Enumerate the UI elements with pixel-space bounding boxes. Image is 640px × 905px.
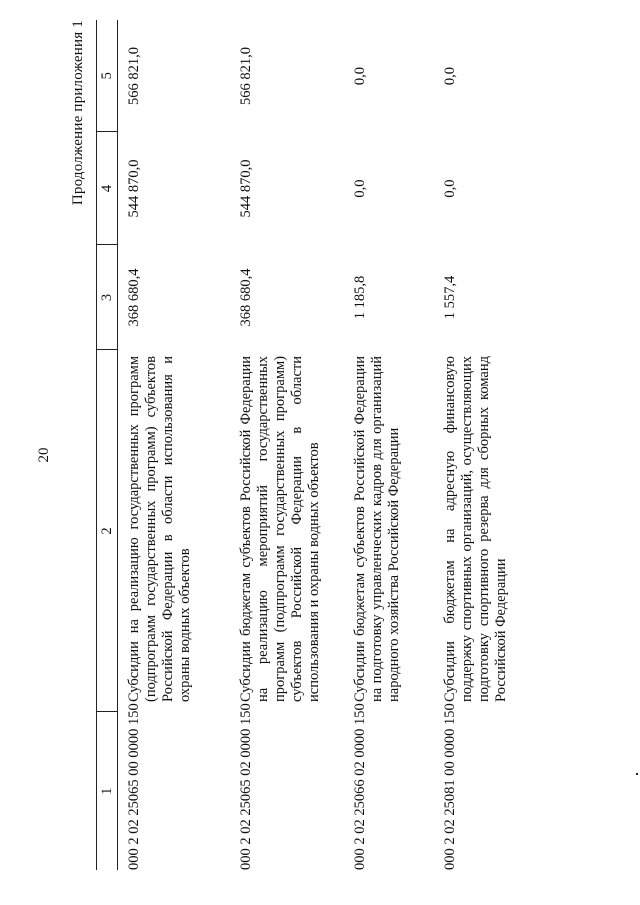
item-name: Субсидии на реализацию государственных программ (подпрограмм государственных программ) субъектов Российской Федерации в области использования и охраны водных объектов: [126, 356, 193, 702]
budget-code: 000 2 02 25081 00 0000 150: [442, 703, 458, 870]
budget-code: 000 2 02 25065 02 0000 150: [238, 703, 254, 870]
item-name: Субсидии бюджетам субъектов Российской Федерации на подготовку управленческих кадров для организаций народного хозяйства Российской Федерации: [352, 356, 402, 702]
column-header-1: 1: [97, 712, 118, 870]
value-col-5: 566 821,0: [126, 47, 142, 105]
value-col-4: 0,0: [352, 179, 368, 198]
value-col-5: 566 821,0: [238, 47, 254, 105]
table-row: [230, 20, 344, 870]
scan-dot: [636, 773, 638, 775]
table-header-row: [97, 20, 118, 870]
value-col-4: 544 870,0: [126, 159, 142, 218]
value-col-5: 0,0: [442, 66, 458, 86]
value-col-4: 0,0: [442, 179, 458, 198]
table-row: [434, 20, 530, 870]
column-header-2: 2: [97, 350, 118, 712]
value-col-3: 368 680,4: [238, 268, 254, 327]
value-col-3: 368 680,4: [126, 268, 142, 327]
value-col-5: 0,0: [352, 66, 368, 86]
table-row: [118, 20, 231, 870]
item-name: Субсидии бюджетам субъектов Российской Федерации на реализацию мероприятий государственных программ (подпрограмм государственных программ) субъектов Российской Федерации в области использования и охраны водных объектов: [238, 356, 322, 702]
value-col-3: 1 185,8: [352, 275, 368, 320]
page-number: 20: [36, 447, 52, 463]
continuation-label: Продолжение приложения 1: [70, 20, 86, 206]
column-header-3: 3: [97, 245, 118, 350]
table-row: [344, 20, 434, 870]
value-col-3: 1 557,4: [442, 275, 458, 320]
budget-table: [96, 20, 530, 870]
budget-code: 000 2 02 25066 02 0000 150: [352, 703, 368, 870]
column-header-4: 4: [97, 132, 118, 245]
item-name: Субсидии бюджетам на адресную финансовую поддержку спортивных организаций, осуществляющих подготовку спортивного резерва для сборных команд Российской Федерации: [442, 356, 509, 702]
value-col-4: 544 870,0: [238, 159, 254, 218]
budget-code: 000 2 02 25065 00 0000 150: [126, 703, 142, 870]
column-header-5: 5: [97, 20, 118, 132]
